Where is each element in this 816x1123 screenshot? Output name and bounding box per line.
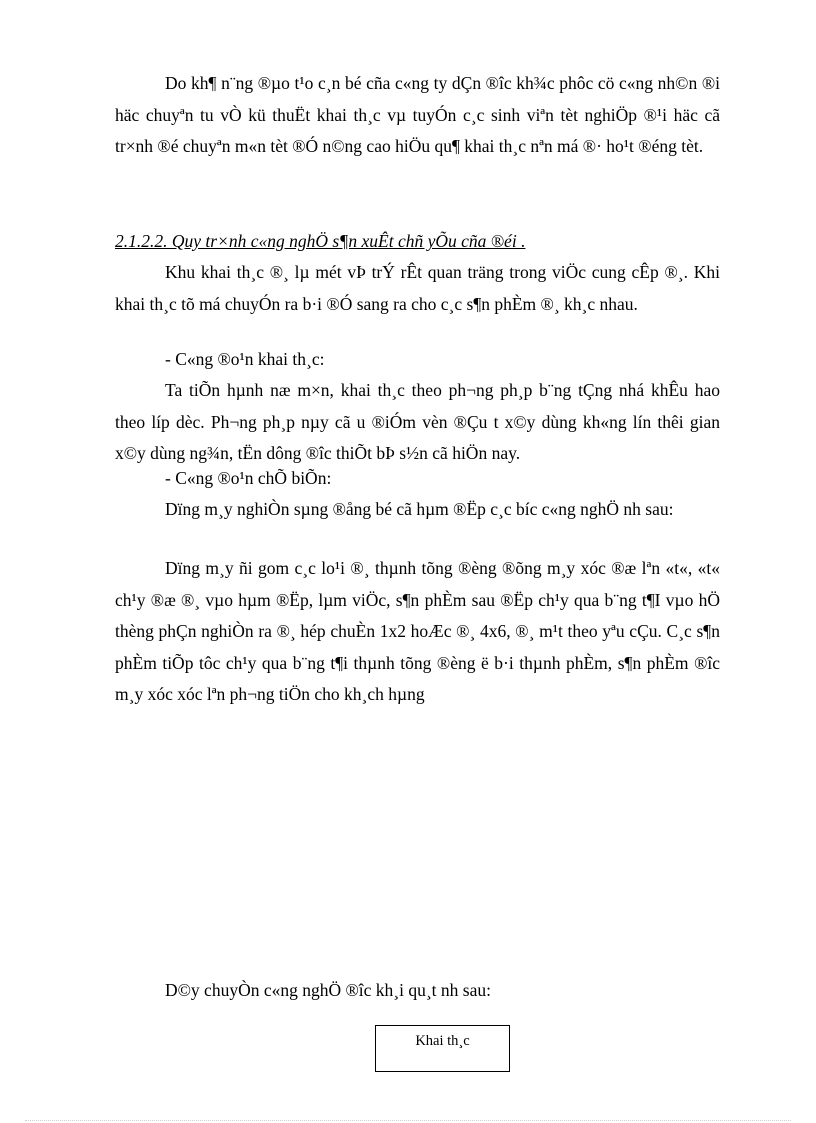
flowchart-box-label: Khai th¸c [415,1033,470,1049]
paragraph-processing-detail: Dïng m¸y ñi gom c¸c lo¹i ®¸ thµnh tõng ®èng ®õng m¸y xóc ®æ lªn «t«, «t« ch¹y ®æ ®¸ vµo hµm ®Ëp, lµm viÖc, s¶n phÈm sau ®Ëp ch¹y qua b¨ng t¶I vµo hÖ thèng phÇn nghiÒn ra ®¸ hép chuÈn 1x2 hoÆc ®¸ 4x6, ®¸ m¹t theo yªu cÇu. C¸c s¶n phÈm tiÕp tôc ch¹y qua b¨ng t¶i thµnh tõng ®èng ë b·i thµnh phÈm, s¶n phÈm ®îc m¸y xóc xóc lªn ph¬ng tiÖn cho kh¸ch hµng [115,558,720,704]
subheading-processing: - C«ng ®o¹n chÕ biÕn: [165,468,332,488]
paragraph-intro: Do kh¶ n¨ng ®µo t¹o c¸n bé cña c«ng ty dÇn ®îc kh¾c phôc cö c«ng nh©n ®i häc chuyªn tu vÒ kü thuËt khai th¸c vµ tuyÓn c¸c sinh viªn tèt nghiÖp ®¹i häc cã tr×nh ®é chuyªn m«n tèt ®Ó n©ng cao hiÖu qu¶ khai th¸c nªn má ®· ho¹t ®éng tèt. [115,73,720,156]
paragraph-processing-intro: Dïng m¸y nghiÒn sµng ®ång bé cã hµm ®Ëp c¸c bíc c«ng nghÖ nh sau: [165,499,674,519]
subheading-extraction: - C«ng ®o¹n khai th¸c: [165,349,325,369]
section-heading: 2.1.2.2. Quy tr×nh c«ng nghÖ s¶n xuÊt chñ yÕu cña ®éi . [115,231,526,251]
flowchart-box-extraction [375,1025,510,1072]
paragraph-extraction: Ta tiÕn hµnh næ m×n, khai th¸c theo ph¬ng ph¸p b¨ng tÇng nhá khÊu hao theo líp dèc. Ph¬ng ph¸p nµy cã u ®iÓm vèn ®Çu t x©y dùng kh«ng lín thêi gian x©y dùng ng¾n, tËn dông ®îc thiÕt bÞ s½n cã hiÖn nay. [115,380,720,463]
paragraph-quarry: Khu khai th¸c ®¸ lµ mét vÞ trÝ rÊt quan träng trong viÖc cung cÊp ®¸. Khi khai th¸c tõ má chuyÓn ra b·i ®Ó sang ra cho c¸c s¶n phÈm ®¸ kh¸c nhau. [115,262,720,314]
page-bottom-divider [25,1120,791,1121]
paragraph-flowchart-intro: D©y chuyÒn c«ng nghÖ ®îc kh¸i qu¸t nh sau: [165,980,491,1000]
